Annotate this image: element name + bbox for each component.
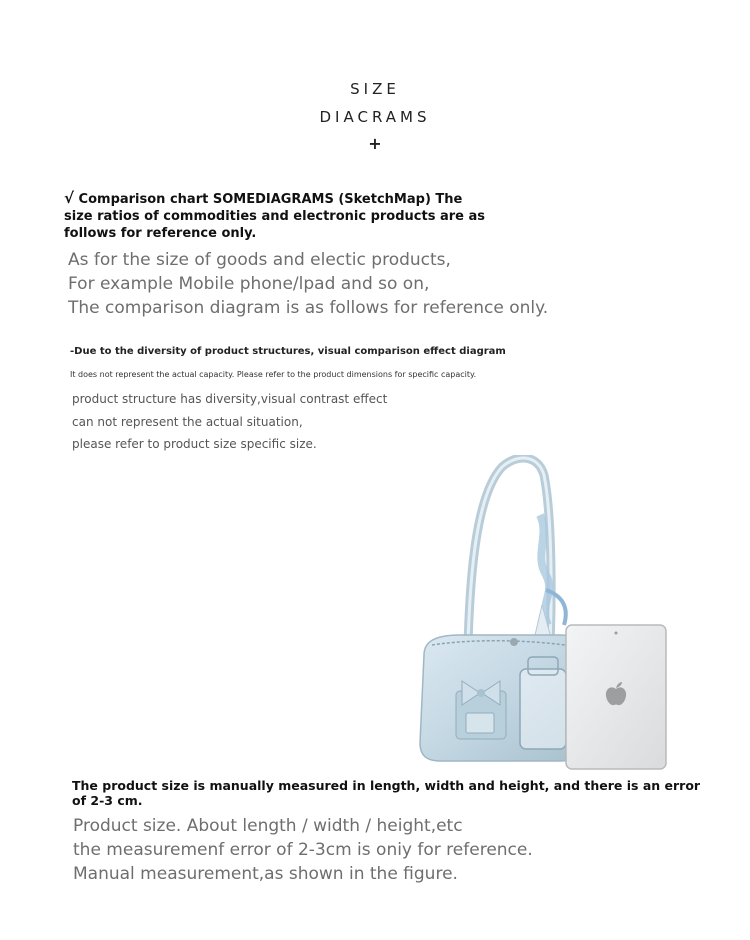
measurement-bold-line-2: of 2-3 cm. — [72, 793, 143, 808]
measurement-bold-block — [72, 778, 700, 808]
diversity-note: -Due to the diversity of product structures, visual comparison effect diagram — [70, 346, 506, 357]
diversity-gray-block — [72, 388, 387, 456]
title-line-size: SIZE — [350, 80, 400, 98]
diversity-gray-line-3: please refer to product size specific size. — [72, 437, 317, 451]
comparison-bold-line-3: follows for reference only. — [64, 226, 257, 241]
measurement-bold-line-1: The product size is manually measured in length, width and height, and there is an error — [72, 778, 701, 793]
title-line-diagrams: DIACRAMS — [319, 108, 431, 126]
comparison-bold-line-1: √ Comparison chart SOMEDIAGRAMS (SketchMap) The — [64, 189, 463, 207]
comparison-bold-block — [64, 190, 485, 242]
diversity-gray-line-2: can not represent the actual situation, — [72, 414, 303, 429]
comparison-gray-line-1: As for the size of goods and electic products, — [68, 250, 451, 270]
measurement-gray-block — [73, 814, 533, 886]
product-comparison-illustration — [410, 455, 680, 775]
plus-sign: + — [368, 134, 382, 153]
measurement-gray-line-1: Product size. About length / width / height,etc — [73, 816, 463, 836]
comparison-gray-line-2: For example Mobile phone/lpad and so on, — [68, 274, 430, 294]
comparison-bold-line-2: size ratios of commodities and electronic products are as — [64, 209, 486, 224]
measurement-gray-line-3: Manual measurement,as shown in the figure. — [73, 864, 458, 884]
bag-body — [420, 635, 586, 761]
capacity-note: It does not represent the actual capacity. Please refer to the product dimensions for specific capacity. — [70, 370, 477, 379]
diversity-gray-line-1: product structure has diversity,visual contrast effect — [72, 392, 388, 406]
comparison-gray-block — [68, 248, 548, 320]
comparison-gray-line-3: The comparison diagram is as follows for reference only. — [68, 298, 549, 318]
measurement-gray-line-2: the measuremenf error of 2-3cm is oniy for reference. — [73, 840, 533, 860]
check-mark-icon: √ — [64, 189, 75, 207]
